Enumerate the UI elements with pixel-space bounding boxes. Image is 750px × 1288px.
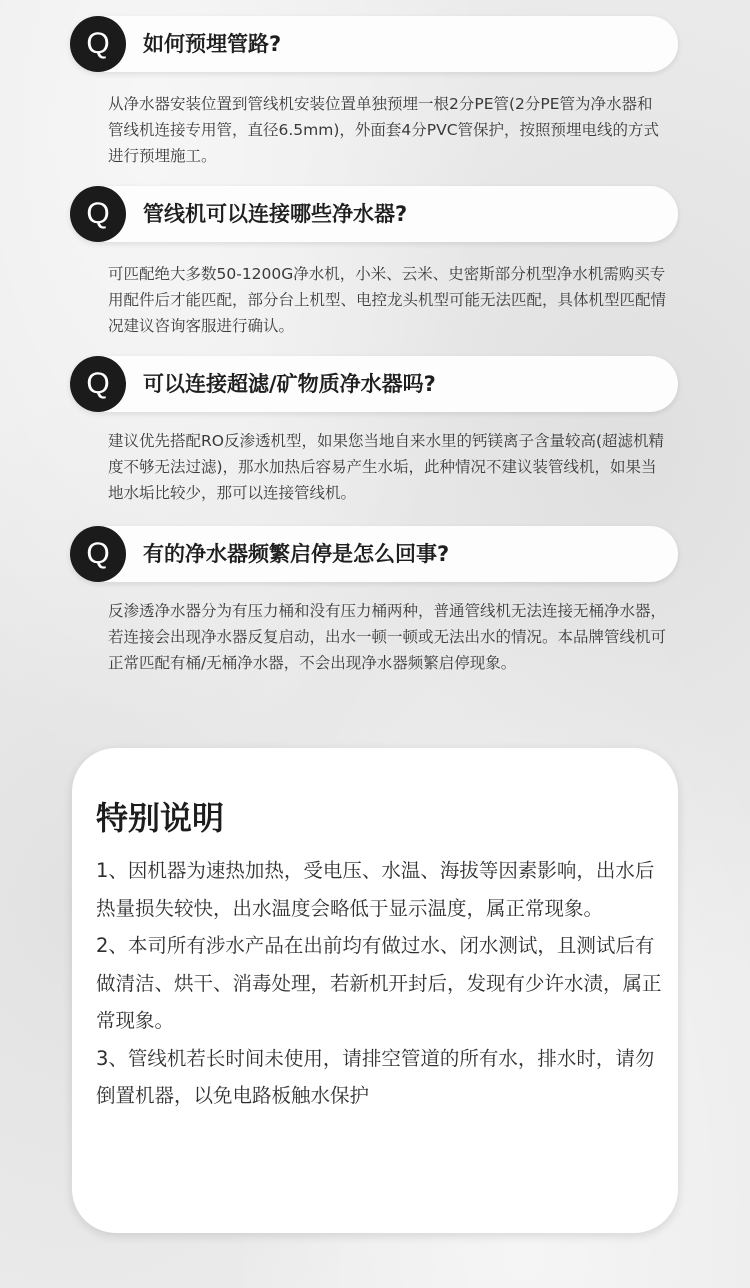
notice-item: 2、本司所有涉水产品在出前均有做过水、闭水测试，且测试后有做清洁、烘干、消毒处理，若新机开封后，发现有少许水渍，属正常现象。 (96, 934, 662, 1032)
q-badge-icon: Q (70, 186, 126, 242)
faq-answer: 可匹配绝大多数50-1200G净水机，小米、云米、史密斯部分机型净水机需购买专用配件后才能匹配，部分台上机型、电控龙头机型可能无法匹配，具体机型匹配情况建议咨询客服进行确认。 (108, 265, 667, 335)
faq-question: 管线机可以连接哪些净水器? (143, 202, 408, 226)
q-badge-icon: Q (70, 356, 126, 412)
faq-question-bar (70, 356, 678, 412)
faq-answer: 从净水器安装位置到管线机安装位置单独预埋一根2分PE管(2分PE管为净水器和管线机连接专用管，直径6.5mm)，外面套4分PVC管保护，按照预埋电线的方式进行预埋施工。 (108, 95, 660, 165)
notice-item: 1、因机器为速热加热，受电压、水温、海拔等因素影响，出水后热量损失较快，出水温度会略低于显示温度，属正常现象。 (96, 859, 655, 920)
faq-question: 如何预埋管路? (143, 32, 282, 56)
q-badge-icon: Q (70, 16, 126, 72)
notice-body (96, 852, 664, 1115)
q-badge-icon: Q (70, 526, 126, 582)
faq-question: 可以连接超滤/矿物质净水器吗? (143, 372, 436, 396)
faq-question-bar (70, 526, 678, 582)
faq-question-bar (70, 16, 678, 72)
faq-question: 有的净水器频繁启停是怎么回事? (143, 542, 450, 566)
faq-question-bar (70, 186, 678, 242)
notice-card (72, 748, 678, 1233)
notice-item: 3、管线机若长时间未使用，请排空管道的所有水，排水时，请勿倒置机器，以免电路板触水保护 (96, 1046, 655, 1107)
faq-answer: 建议优先搭配RO反渗透机型，如果您当地自来水里的钙镁离子含量较高(超滤机精度不够无法过滤)，那水加热后容易产生水垢，此种情况不建议装管线机，如果当地水垢比较少，那可以连接管线机。 (108, 432, 665, 502)
notice-title: 特别说明 (96, 799, 225, 837)
faq-answer: 反渗透净水器分为有压力桶和没有压力桶两种，普通管线机无法连接无桶净水器，若连接会出现净水器反复启动，出水一顿一顿或无法出水的情况。本品牌管线机可正常匹配有桶/无桶净水器，不会出现净水器频繁启停现象。 (108, 602, 667, 672)
